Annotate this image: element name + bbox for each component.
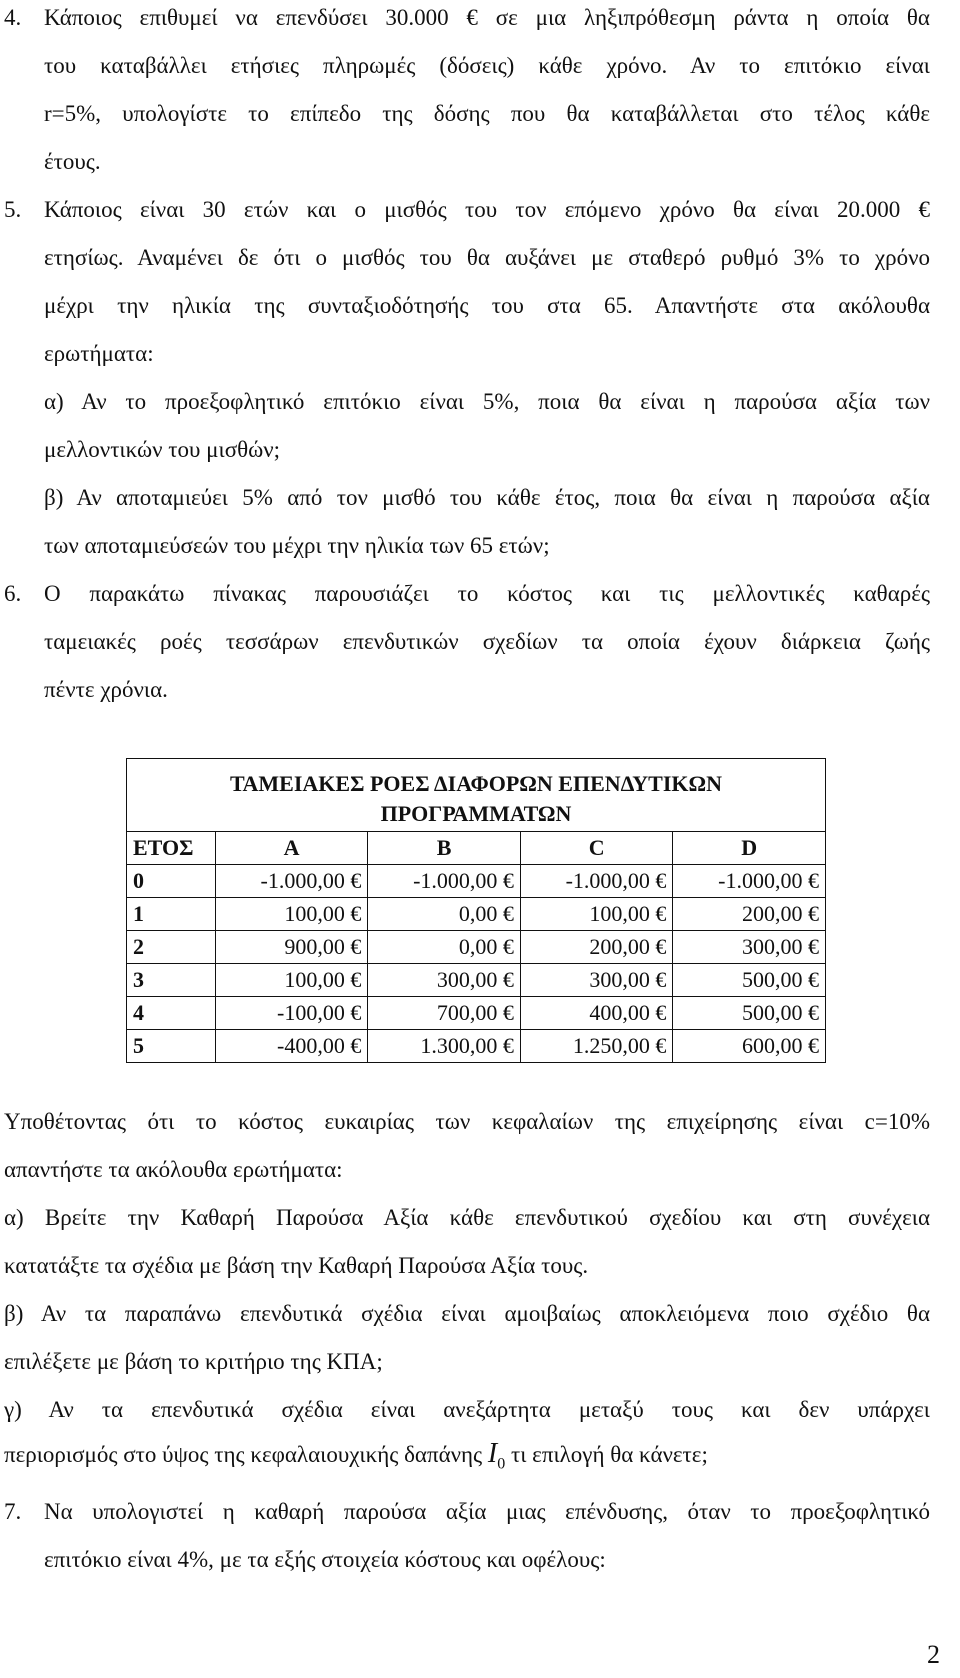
row-year: 2 [127,931,216,964]
table-title-line-1: ΤΑΜΕΙΑΚΕΣ ΡΟΕΣ ΔΙΑΦΟΡΩΝ ΕΠΕΝΔΥΤΙΚΩΝ [229,771,723,796]
capital-expenditure-symbol [487,1438,506,1473]
table-row [127,997,826,1030]
cell-a: -100,00 € [215,997,368,1030]
q6-part-b: β) Αν τα παραπάνω επενδυτικά σχέδια είναι αμοιβαίως αποκλειόμενα ποιο σχέδιο θα [4,1301,930,1326]
cell-a: -1.000,00 € [215,865,368,898]
cell-c: 1.250,00 € [520,1030,673,1063]
header-b: B [368,832,521,865]
cell-b: 0,00 € [368,898,521,931]
question-4-number: 4. [4,5,22,30]
page-number: 2 [927,1640,940,1669]
q6-part-c-end: τι επιλογή θα κάνετε; [511,1442,708,1467]
q6-assumption-cont: απαντήστε τα ακόλουθα ερωτήματα: [4,1157,343,1182]
cell-c: -1.000,00 € [520,865,673,898]
q7-line-1: Να υπολογιστεί η καθαρή παρούσα αξία μιας επένδυσης, όταν το προεξοφλητικό [44,1499,930,1524]
q7-line-2: επιτόκιο είναι 4%, με τα εξής στοιχεία κόστους και οφέλους: [44,1547,606,1572]
q5-part-b-cont: των αποταμιεύσεών του μέχρι την ηλικία των 65 ετών; [44,533,550,558]
table-row [127,931,826,964]
q6-part-c-text: περιορισμός στο ύψος της κεφαλαιουχικής δαπάνης [4,1442,483,1467]
cell-d: 500,00 € [673,964,826,997]
row-year: 1 [127,898,216,931]
row-year: 3 [127,964,216,997]
question-5-number: 5. [4,197,22,222]
q6-part-a: α) Βρείτε την Καθαρή Παρούσα Αξία κάθε επενδυτικού σχεδίου και στη συνέχεια [4,1205,930,1230]
row-year: 4 [127,997,216,1030]
table-row [127,865,826,898]
cell-d: -1.000,00 € [673,865,826,898]
q4-line-2: του καταβάλλει ετήσιες πληρωμές (δόσεις) κάθε χρόνο. Αν το επιτόκιο είναι [44,53,930,78]
cell-c: 400,00 € [520,997,673,1030]
q6-part-b-cont: επιλέξετε με βάση το κριτήριο της ΚΠΑ; [4,1349,383,1374]
cell-b: 700,00 € [368,997,521,1030]
symbol-i: I [487,1438,498,1469]
cell-b: 0,00 € [368,931,521,964]
cell-c: 300,00 € [520,964,673,997]
cell-a: -400,00 € [215,1030,368,1063]
q6-line-1: Ο παρακάτω πίνακας παρουσιάζει το κόστος και τις μελλοντικές καθαρές [44,581,930,606]
row-year: 5 [127,1030,216,1063]
q4-line-3: r=5%, υπολογίστε το επίπεδο της δόσης που θα καταβάλλεται στο τέλος κάθε [44,101,930,126]
cell-b: 1.300,00 € [368,1030,521,1063]
q5-line-4: ερωτήματα: [44,341,154,366]
q5-line-3: μέχρι την ηλικία της συνταξιοδότησής του στα 65. Απαντήστε στα ακόλουθα [44,293,930,318]
table-row [127,898,826,931]
row-year: 0 [127,865,216,898]
cell-a: 100,00 € [215,898,368,931]
cell-d: 200,00 € [673,898,826,931]
q6-part-a-cont: κατατάξτε τα σχέδια με βάση την Καθαρή Παρούσα Αξία τους. [4,1253,589,1278]
q6-assumption: Υποθέτοντας ότι το κόστος ευκαιρίας των κεφαλαίων της επιχείρησης είναι c=10% [4,1109,930,1134]
q6-part-c-cont [4,1440,708,1473]
cell-b: 300,00 € [368,964,521,997]
header-a: A [215,832,368,865]
q5-line-1: Κάποιος είναι 30 ετών και ο μισθός του τον επόμενο χρόνο θα είναι 20.000 € [44,197,930,222]
table-row [127,964,826,997]
cell-d: 500,00 € [673,997,826,1030]
cell-b: -1.000,00 € [368,865,521,898]
table-header-row [127,832,826,865]
header-d: D [673,832,826,865]
table-row [127,1030,826,1063]
question-7-number: 7. [4,1499,22,1524]
symbol-subscript: 0 [497,1455,506,1473]
q5-line-2: ετησίως. Αναμένει δε ότι ο μισθός του θα αυξάνει με σταθερό ρυθμό 3% το χρόνο [44,245,930,270]
cell-d: 300,00 € [673,931,826,964]
cell-c: 100,00 € [520,898,673,931]
q4-line-1: Κάποιος επιθυμεί να επενδύσει 30.000 € σε μια ληξιπρόθεσμη ράντα η οποία θα [44,5,930,30]
q5-part-b: β) Αν αποταμιεύει 5% από τον μισθό του κάθε έτος, ποια θα είναι η παρούσα αξία [44,485,930,510]
q6-line-2: ταμειακές ροές τεσσάρων επενδυτικών σχεδίων τα οποία έχουν διάρκεια ζωής [44,629,930,654]
q5-part-a: α) Αν το προεξοφλητικό επιτόκιο είναι 5%, ποια θα είναι η παρούσα αξία των [44,389,930,414]
q5-part-a-cont: μελλοντικών του μισθών; [44,437,281,462]
question-6-number: 6. [4,581,22,606]
cell-d: 600,00 € [673,1030,826,1063]
q6-line-3: πέντε χρόνια. [44,677,168,702]
table-title [127,759,826,832]
cell-a: 900,00 € [215,931,368,964]
cell-c: 200,00 € [520,931,673,964]
q6-part-c: γ) Αν τα επενδυτικά σχέδια είναι ανεξάρτητα μεταξύ τους και δεν υπάρχει [4,1397,930,1422]
table-title-line-2: ΠΡΟΓΡΑΜΜΑΤΩΝ [380,801,572,826]
cash-flow-table [126,758,826,1063]
header-c: C [520,832,673,865]
cell-a: 100,00 € [215,964,368,997]
q4-line-4: έτους. [44,149,101,174]
header-year: ΕΤΟΣ [127,832,216,865]
